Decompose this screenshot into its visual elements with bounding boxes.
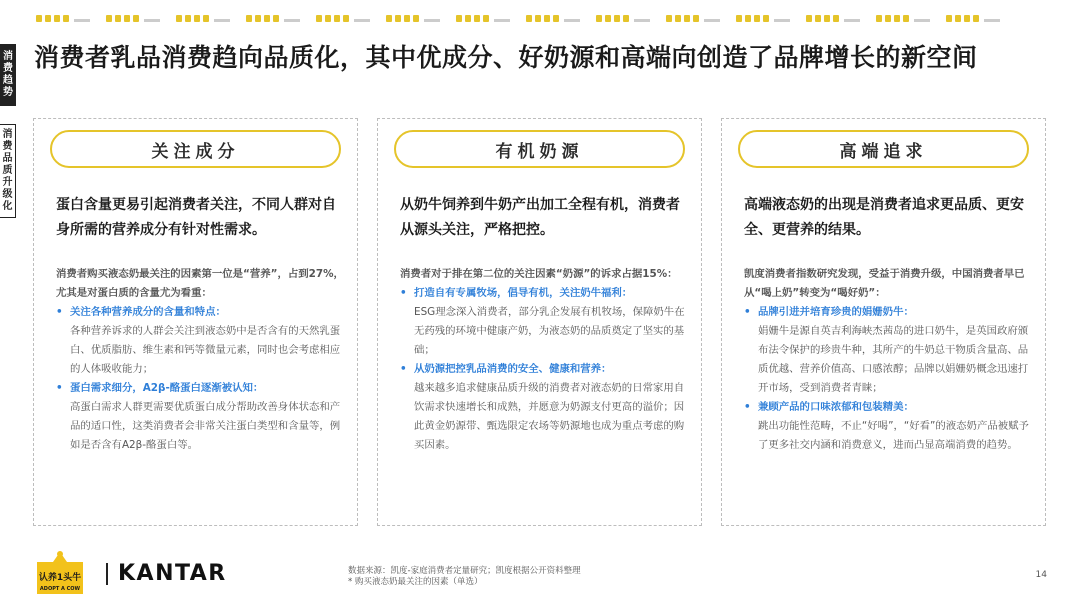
card-lead: 从奶牛饲养到牛奶产出加工全程有机，消费者从源头关注，严格把控。 — [400, 197, 680, 238]
bullet-dot-icon: • — [56, 382, 63, 394]
side-tab-consumer-trend[interactable]: 消 费 趋 势 — [0, 44, 16, 106]
bullet-text: ESG理念深入消费者，部分乳企发展有机牧场，保障奶牛在无药残的环境中健康产奶，为液态奶的品质奠定了坚实的基础； — [414, 306, 685, 356]
bullet-heading: • 品牌引进并培育珍贵的娟姗奶牛： — [744, 303, 1032, 322]
source-note — [348, 566, 581, 588]
source-footnote: * 购买液态奶最关注的因素（单选） — [348, 577, 483, 587]
bullet-dot-icon: • — [744, 306, 751, 318]
side-nav — [0, 44, 16, 218]
page-number: 14 — [1035, 570, 1047, 580]
bullet-dot-icon: • — [744, 401, 751, 413]
bullet-text: 跳出功能性范畴，不止“好喝”，“好看”的液态奶产品被赋予了更多社交内涵和消费意义，进而凸显高端消费的趋势。 — [758, 420, 1029, 451]
bullet-heading: • 兼顾产品的口味浓郁和包装精美： — [744, 398, 1032, 417]
card-title: 高端追求 — [738, 130, 1029, 168]
bullet-dot-icon: • — [56, 306, 63, 318]
side-tab-quality-upgrade[interactable]: 消 费 品 质 升 级 化 — [0, 124, 16, 218]
card-body — [400, 265, 688, 455]
card-intro: 凯度消费者指数研究发现，受益于消费升级，中国消费者早已从“喝上奶”转变为“喝好奶”： — [744, 268, 1025, 299]
card-title: 关注成分 — [50, 130, 341, 168]
card-lead: 高端液态奶的出现是消费者追求更品质、更安全、更营养的结果。 — [744, 197, 1024, 238]
bullet-heading: • 从奶源把控乳品消费的安全、健康和营养： — [400, 360, 688, 379]
logo-text-cn: 认养1头牛 — [38, 573, 82, 583]
bullet-heading: • 打造自有专属牧场，倡导有机，关注奶牛福利： — [400, 284, 688, 303]
page-title: 消费者乳品消费趋向品质化，其中优成分、好奶源和高端向创造了品牌增长的新空间 — [34, 43, 978, 72]
bullet-dot-icon: • — [400, 363, 407, 375]
card-lead: 蛋白含量更易引起消费者关注，不同人群对自身所需的营养成分有针对性需求。 — [56, 197, 336, 238]
adopt-a-cow-logo — [33, 548, 87, 598]
top-decoration — [36, 14, 1050, 24]
card-intro: 消费者购买液态奶最关注的因素第一位是“营养”，占到27%，尤其是对蛋白质的含量尤为看重： — [56, 268, 344, 299]
source-line: 数据来源：凯度-家庭消费者定量研究；凯度根据公开资料整理 — [348, 566, 581, 576]
logo-text-en: ADOPT A COW — [39, 586, 81, 592]
card-intro: 消费者对于排在第二位的关注因素“奶源”的诉求占据15%： — [400, 268, 678, 280]
bullet-heading: • 关注各种营养成分的含量和特点： — [56, 303, 344, 322]
bullet-text: 高蛋白需求人群更需要优质蛋白成分帮助改善身体状态和产品的适口性，这类消费者会非常关注蛋白类型和含量等，例如是否含有A2β-酪蛋白等。 — [70, 401, 341, 451]
kantar-logo: KANTAR — [118, 561, 227, 586]
bullet-heading: • 蛋白需求细分，A2β-酪蛋白逐渐被认知： — [56, 379, 344, 398]
card-body — [744, 265, 1032, 455]
bullet-text: 各种营养诉求的人群会关注到液态奶中是否含有的天然乳蛋白、优质脂肪、维生素和钙等微量元素，同时也会考虑相应的人体吸收能力； — [70, 325, 341, 375]
card-title: 有机奶源 — [394, 130, 685, 168]
card-body — [56, 265, 344, 455]
footer-divider — [106, 563, 108, 585]
card-organic-source — [377, 118, 702, 526]
bullet-dot-icon: • — [400, 287, 407, 299]
bullet-text: 娟姗牛是源自英吉利海峡杰茜岛的进口奶牛，是英国政府颁布法令保护的珍贵牛种，其所产的牛奶总干物质含量高、品质优越、营养价值高、口感浓醇；品牌以娟姗奶概念迅速打开市场，受到消费者青睐； — [758, 325, 1029, 394]
cards-container — [33, 118, 1047, 526]
bullet-text: 越来越多追求健康品质升级的消费者对液态奶的日常家用自饮需求快速增长和成熟，并愿意为奶源支付更高的溢价；因此黄金奶源带、甄选限定农场等奶源地也成为重点考虑的购买因素。 — [414, 382, 685, 451]
card-ingredients — [33, 118, 358, 526]
card-premium — [721, 118, 1046, 526]
